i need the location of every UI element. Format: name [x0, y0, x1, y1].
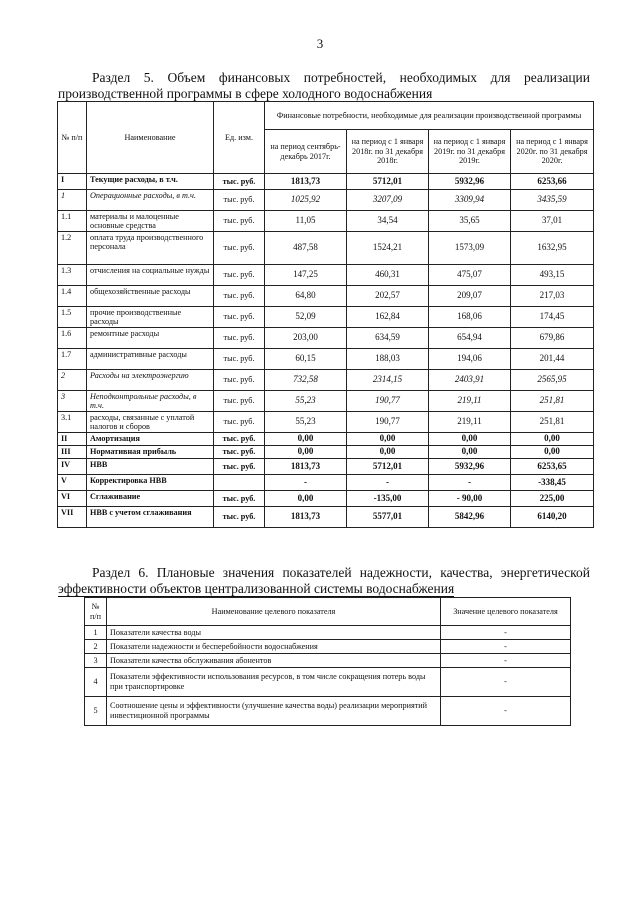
- table-row: [58, 328, 594, 349]
- col-header-period-2018: на период с 1 января 2018г. по 31 декабря 2018г.: [347, 130, 429, 174]
- row-number: 1.7: [58, 349, 87, 370]
- row-value: 0,00: [347, 433, 429, 446]
- row-value: -: [347, 475, 429, 491]
- row-unit: тыс. руб.: [214, 370, 265, 391]
- indicator-value: -: [441, 654, 571, 668]
- row-value: 732,58: [265, 370, 347, 391]
- col-header-name: Наименование: [87, 102, 214, 174]
- row-value: 493,15: [511, 265, 594, 286]
- indicator-number: 5: [85, 697, 107, 726]
- row-name: оплата труда производственного персонала: [87, 232, 214, 265]
- indicator-value: -: [441, 697, 571, 726]
- indicator-name: Показатели эффективности использования ресурсов, в том числе сокращения потерь воды при транспортировке: [107, 668, 441, 697]
- row-value: 0,00: [265, 433, 347, 446]
- row-value: 2403,91: [429, 370, 511, 391]
- row-number: 1.2: [58, 232, 87, 265]
- row-name: материалы и малоценные основные средства: [87, 211, 214, 232]
- col-header-period-2020: на период с 1 января 2020г. по 31 декабря 2020г.: [511, 130, 594, 174]
- section6-heading: [58, 565, 590, 597]
- col-header-period-2017: на период сентябрь-декабрь 2017г.: [265, 130, 347, 174]
- row-number: 1.1: [58, 211, 87, 232]
- row-unit: тыс. руб.: [214, 491, 265, 507]
- row-name: общехозяйственные расходы: [87, 286, 214, 307]
- row-value: 634,59: [347, 328, 429, 349]
- row-value: 1813,73: [265, 174, 347, 190]
- row-unit: тыс. руб.: [214, 446, 265, 459]
- section6-heading-line1: Раздел 6. Плановые значения показателей надежности, качества, энергетической: [92, 565, 590, 580]
- row-value: 5712,01: [347, 459, 429, 475]
- row-value: -135,00: [347, 491, 429, 507]
- row-value: 0,00: [265, 491, 347, 507]
- row-name: Текущие расходы, в т.ч.: [87, 174, 214, 190]
- row-name: ремонтные расходы: [87, 328, 214, 349]
- indicator-number: 2: [85, 640, 107, 654]
- row-unit: тыс. руб.: [214, 174, 265, 190]
- indicator-name: Показатели качества обслуживания абонентов: [107, 654, 441, 668]
- row-value: 3435,59: [511, 190, 594, 211]
- row-value: 225,00: [511, 491, 594, 507]
- table-row: [58, 190, 594, 211]
- row-value: 34,54: [347, 211, 429, 232]
- row-unit: тыс. руб.: [214, 211, 265, 232]
- col-header-unit: Ед. изм.: [214, 102, 265, 174]
- indicator-number: 4: [85, 668, 107, 697]
- row-name: отчисления на социальные нужды: [87, 265, 214, 286]
- row-value: 475,07: [429, 265, 511, 286]
- row-value: 55,23: [265, 391, 347, 412]
- table-row: [58, 459, 594, 475]
- table-row: [58, 433, 594, 446]
- t6-col-header-name: Наименование целевого показателя: [107, 598, 441, 626]
- row-unit: тыс. руб.: [214, 307, 265, 328]
- row-unit: [214, 475, 265, 491]
- row-value: 217,03: [511, 286, 594, 307]
- indicator-number: 3: [85, 654, 107, 668]
- row-value: 5712,01: [347, 174, 429, 190]
- indicator-value: -: [441, 640, 571, 654]
- row-value: 3309,94: [429, 190, 511, 211]
- row-value: 6253,65: [511, 459, 594, 475]
- row-value: 0,00: [429, 433, 511, 446]
- row-value: -338,45: [511, 475, 594, 491]
- row-value: 5577,01: [347, 507, 429, 528]
- row-value: 203,00: [265, 328, 347, 349]
- table-row: [58, 211, 594, 232]
- row-value: - 90,00: [429, 491, 511, 507]
- row-name: НВВ с учетом сглаживания: [87, 507, 214, 528]
- row-value: 60,15: [265, 349, 347, 370]
- row-value: 190,77: [347, 412, 429, 433]
- table-row: [58, 286, 594, 307]
- row-value: 6140,20: [511, 507, 594, 528]
- row-value: 1573,09: [429, 232, 511, 265]
- table-row: [58, 391, 594, 412]
- row-name: Нормативная прибыль: [87, 446, 214, 459]
- row-number: V: [58, 475, 87, 491]
- row-value: 190,77: [347, 391, 429, 412]
- t6-col-header-no: № п/п: [85, 598, 107, 626]
- table-row: [85, 697, 571, 726]
- t6-col-header-value: Значение целевого показателя: [441, 598, 571, 626]
- row-value: 654,94: [429, 328, 511, 349]
- table-row: [58, 412, 594, 433]
- table-row: [58, 232, 594, 265]
- col-header-no: № п/п: [58, 102, 87, 174]
- row-number: IV: [58, 459, 87, 475]
- row-value: 162,84: [347, 307, 429, 328]
- row-number: 1.6: [58, 328, 87, 349]
- row-number: VI: [58, 491, 87, 507]
- table-row: [85, 640, 571, 654]
- table-row: [58, 307, 594, 328]
- row-number: VII: [58, 507, 87, 528]
- row-number: 2: [58, 370, 87, 391]
- indicator-name: Показатели качества воды: [107, 626, 441, 640]
- table-row: [85, 654, 571, 668]
- table-row: [58, 507, 594, 528]
- row-value: 209,07: [429, 286, 511, 307]
- row-number: 3: [58, 391, 87, 412]
- table-row: [58, 174, 594, 190]
- row-value: 202,57: [347, 286, 429, 307]
- section5-heading-line2: производственной программы в сфере холодного водоснабжения: [58, 86, 433, 101]
- indicator-name: Показатели надежности и бесперебойности водоснабжения: [107, 640, 441, 654]
- row-unit: тыс. руб.: [214, 265, 265, 286]
- row-value: 11,05: [265, 211, 347, 232]
- table-row: [58, 265, 594, 286]
- row-name: НВВ: [87, 459, 214, 475]
- table-row: [58, 370, 594, 391]
- row-unit: тыс. руб.: [214, 232, 265, 265]
- row-unit: тыс. руб.: [214, 286, 265, 307]
- row-value: 194,06: [429, 349, 511, 370]
- row-value: 251,81: [511, 412, 594, 433]
- indicator-number: 1: [85, 626, 107, 640]
- row-value: 2565,95: [511, 370, 594, 391]
- row-value: 188,03: [347, 349, 429, 370]
- row-value: 174,45: [511, 307, 594, 328]
- row-value: 487,58: [265, 232, 347, 265]
- row-number: 1: [58, 190, 87, 211]
- row-value: 219,11: [429, 391, 511, 412]
- row-name: Расходы на электроэнергию: [87, 370, 214, 391]
- row-number: I: [58, 174, 87, 190]
- table-row: [58, 491, 594, 507]
- row-value: 0,00: [347, 446, 429, 459]
- target-indicators-table: [84, 597, 571, 726]
- row-name: административные расходы: [87, 349, 214, 370]
- row-unit: тыс. руб.: [214, 349, 265, 370]
- row-value: 460,31: [347, 265, 429, 286]
- row-value: 168,06: [429, 307, 511, 328]
- row-number: II: [58, 433, 87, 446]
- col-header-period-2019: на период с 1 января 2019г. по 31 декабря 2019г.: [429, 130, 511, 174]
- table-row: [58, 349, 594, 370]
- row-value: 0,00: [511, 446, 594, 459]
- row-name: расходы, связанные с уплатой налогов и сборов: [87, 412, 214, 433]
- row-value: 219,11: [429, 412, 511, 433]
- table-row: [58, 446, 594, 459]
- row-value: 1813,73: [265, 507, 347, 528]
- row-value: 35,65: [429, 211, 511, 232]
- row-name: Неподконтрольные расходы, в т.ч.: [87, 391, 214, 412]
- row-value: 0,00: [265, 446, 347, 459]
- row-name: Корректировка НВВ: [87, 475, 214, 491]
- indicator-name: Соотношение цены и эффективности (улучшение качества воды) реализации мероприятий инвестиционной программы: [107, 697, 441, 726]
- row-name: Сглаживание: [87, 491, 214, 507]
- row-value: 251,81: [511, 391, 594, 412]
- row-value: 6253,66: [511, 174, 594, 190]
- row-number: 1.4: [58, 286, 87, 307]
- row-value: 1813,73: [265, 459, 347, 475]
- table-row: [85, 668, 571, 697]
- row-number: 1.3: [58, 265, 87, 286]
- financial-needs-table: [57, 101, 594, 528]
- row-unit: тыс. руб.: [214, 328, 265, 349]
- table-row: [85, 626, 571, 640]
- col-header-group: Финансовые потребности, необходимые для реализации производственной программы: [265, 102, 594, 130]
- row-value: 2314,15: [347, 370, 429, 391]
- row-value: 5932,96: [429, 174, 511, 190]
- row-name: Амортизация: [87, 433, 214, 446]
- section6-heading-line2: эффективности объектов централизованной системы водоснабжения: [58, 581, 455, 596]
- row-unit: тыс. руб.: [214, 459, 265, 475]
- row-name: Операционные расходы, в т.ч.: [87, 190, 214, 211]
- indicator-value: -: [441, 668, 571, 697]
- row-value: 5842,96: [429, 507, 511, 528]
- row-value: 1632,95: [511, 232, 594, 265]
- row-value: 147,25: [265, 265, 347, 286]
- row-value: 1524,21: [347, 232, 429, 265]
- row-number: 1.5: [58, 307, 87, 328]
- row-value: 5932,96: [429, 459, 511, 475]
- row-value: 3207,09: [347, 190, 429, 211]
- row-name: прочие производственные расходы: [87, 307, 214, 328]
- row-value: 37,01: [511, 211, 594, 232]
- row-value: 679,86: [511, 328, 594, 349]
- row-value: 0,00: [429, 446, 511, 459]
- row-unit: тыс. руб.: [214, 412, 265, 433]
- row-unit: тыс. руб.: [214, 391, 265, 412]
- section5-heading-line1: Раздел 5. Объем финансовых потребностей, необходимых для реализации: [92, 70, 590, 85]
- row-value: 1025,92: [265, 190, 347, 211]
- indicator-value: -: [441, 626, 571, 640]
- row-value: 55,23: [265, 412, 347, 433]
- row-value: -: [265, 475, 347, 491]
- row-unit: тыс. руб.: [214, 190, 265, 211]
- row-value: 52,09: [265, 307, 347, 328]
- row-unit: тыс. руб.: [214, 433, 265, 446]
- table-row: [58, 475, 594, 491]
- row-value: 201,44: [511, 349, 594, 370]
- row-number: 3.1: [58, 412, 87, 433]
- row-value: 0,00: [511, 433, 594, 446]
- row-value: -: [429, 475, 511, 491]
- row-number: III: [58, 446, 87, 459]
- page-number: 3: [316, 36, 324, 51]
- row-value: 64,80: [265, 286, 347, 307]
- section5-heading: [58, 70, 590, 102]
- row-unit: тыс. руб.: [214, 507, 265, 528]
